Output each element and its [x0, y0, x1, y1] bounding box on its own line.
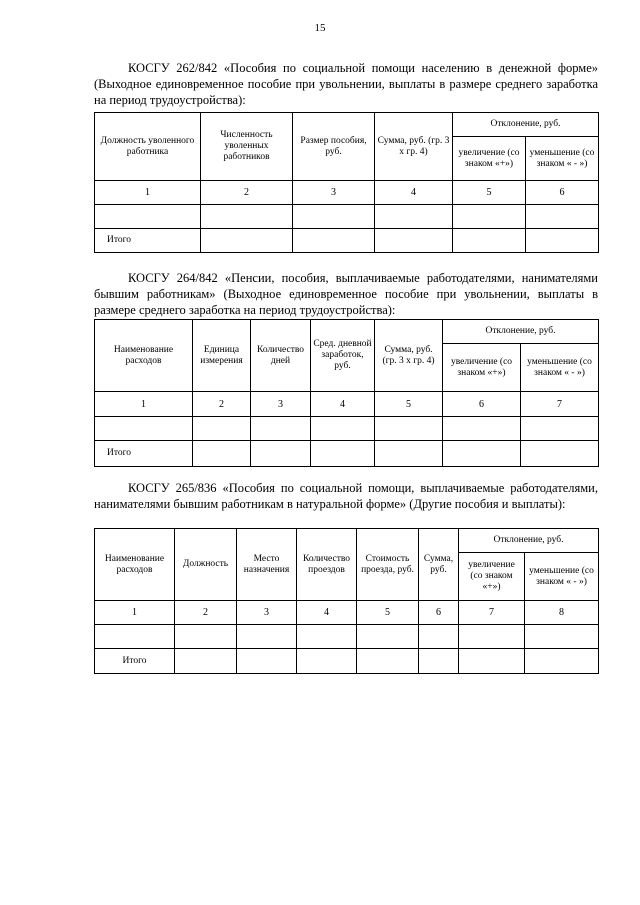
table-cell [419, 649, 459, 674]
table-cell [95, 205, 201, 229]
table-cell [521, 417, 599, 441]
table-cell [459, 625, 525, 649]
table-cell [237, 649, 297, 674]
table-row [95, 417, 599, 441]
table-header-row [95, 113, 599, 137]
table-cell [357, 625, 419, 649]
column-number: 5 [453, 181, 526, 205]
section-2-table [94, 319, 599, 467]
table-cell [311, 441, 375, 467]
column-number: 6 [419, 601, 459, 625]
total-row [95, 649, 599, 674]
column-number: 4 [311, 392, 375, 417]
table-cell [443, 417, 521, 441]
deviation-header: Отклонение, руб. [453, 113, 599, 137]
table-cell [293, 205, 375, 229]
table-cell [175, 649, 237, 674]
section-2-paragraph: КОСГУ 264/842 «Пенсии, пособия, выплачиваемые работодателями, нанимателями бывшим работникам» (Выходное единовременное пособие при увольнении, выплаты в размере среднего заработка на период трудоустройства): [94, 271, 598, 317]
total-label: Итого [95, 229, 201, 253]
col-header: Стоимость проезда, руб. [357, 529, 419, 601]
deviation-increase-header: увеличение (со знаком «+») [443, 344, 521, 392]
table-cell [443, 441, 521, 467]
column-number: 6 [526, 181, 599, 205]
col-header: Размер пособия, руб. [293, 113, 375, 181]
table-cell [237, 625, 297, 649]
deviation-increase-header: увеличение (со знаком «+») [453, 137, 526, 181]
table-cell [311, 417, 375, 441]
total-label: Итого [95, 649, 175, 674]
column-number-row [95, 601, 599, 625]
table-cell [201, 229, 293, 253]
column-number: 1 [95, 392, 193, 417]
column-number: 7 [459, 601, 525, 625]
table-cell [525, 649, 599, 674]
column-number: 8 [525, 601, 599, 625]
table-cell [201, 205, 293, 229]
table-row [95, 625, 599, 649]
table-cell [193, 417, 251, 441]
table-cell [297, 649, 357, 674]
table-cell [526, 205, 599, 229]
table-cell [459, 649, 525, 674]
table-cell [375, 441, 443, 467]
column-number-row [95, 181, 599, 205]
table-cell [419, 625, 459, 649]
column-number: 1 [95, 181, 201, 205]
deviation-decrease-header: уменьшение (со знаком « - ») [526, 137, 599, 181]
column-number-row [95, 392, 599, 417]
column-number: 2 [175, 601, 237, 625]
table-header-row [95, 529, 599, 553]
table-cell [453, 205, 526, 229]
table-cell [95, 625, 175, 649]
table-cell [193, 441, 251, 467]
table-cell [357, 649, 419, 674]
table-cell [251, 441, 311, 467]
column-number: 1 [95, 601, 175, 625]
col-header: Место назначения [237, 529, 297, 601]
col-header: Сумма, руб. (гр. 3 х гр. 4) [375, 113, 453, 181]
column-number: 6 [443, 392, 521, 417]
col-header: Количество дней [251, 320, 311, 392]
column-number: 5 [375, 392, 443, 417]
table-cell [293, 229, 375, 253]
deviation-decrease-header: уменьшение (со знаком « - ») [521, 344, 599, 392]
column-number: 2 [201, 181, 293, 205]
col-header: Должность [175, 529, 237, 601]
section-3-paragraph: КОСГУ 265/836 «Пособия по социальной помощи, выплачиваемые работодателями, нанимателями бывшим работникам в натуральной форме» (Другие пособия и выплаты): [94, 481, 598, 511]
col-header: Количество проездов [297, 529, 357, 601]
col-header: Единица измерения [193, 320, 251, 392]
column-number: 3 [251, 392, 311, 417]
deviation-header: Отклонение, руб. [443, 320, 599, 344]
table-cell [526, 229, 599, 253]
column-number: 2 [193, 392, 251, 417]
table-cell [375, 229, 453, 253]
table-cell [297, 625, 357, 649]
column-number: 5 [357, 601, 419, 625]
section-3-table [94, 528, 599, 674]
col-header: Наименование расходов [95, 320, 193, 392]
table-cell [375, 417, 443, 441]
column-number: 3 [293, 181, 375, 205]
table-cell [375, 205, 453, 229]
col-header: Должность уволенного работника [95, 113, 201, 181]
total-row [95, 229, 599, 253]
table-cell [453, 229, 526, 253]
column-number: 4 [375, 181, 453, 205]
section-1-paragraph: КОСГУ 262/842 «Пособия по социальной помощи населению в денежной форме» (Выходное единовременное пособие при увольнении, выплаты в размере среднего заработка на период трудоустройства): [94, 61, 598, 107]
column-number: 3 [237, 601, 297, 625]
col-header: Сумма, руб. (гр. 3 х гр. 4) [375, 320, 443, 392]
table-header-row [95, 320, 599, 344]
deviation-increase-header: увеличение (со знаком «+») [459, 553, 525, 601]
table-cell [251, 417, 311, 441]
page-number: 15 [314, 22, 326, 34]
total-row [95, 441, 599, 467]
column-number: 7 [521, 392, 599, 417]
table-cell [521, 441, 599, 467]
section-1-table [94, 112, 599, 253]
column-number: 4 [297, 601, 357, 625]
col-header: Сумма, руб. [419, 529, 459, 601]
table-row [95, 205, 599, 229]
col-header: Наименование расходов [95, 529, 175, 601]
table-cell [175, 625, 237, 649]
deviation-header: Отклонение, руб. [459, 529, 599, 553]
deviation-decrease-header: уменьшение (со знаком « - ») [525, 553, 599, 601]
total-label: Итого [95, 441, 193, 467]
table-cell [95, 417, 193, 441]
col-header: Численность уволенных работников [201, 113, 293, 181]
table-cell [525, 625, 599, 649]
col-header: Сред. дневной заработок, руб. [311, 320, 375, 392]
